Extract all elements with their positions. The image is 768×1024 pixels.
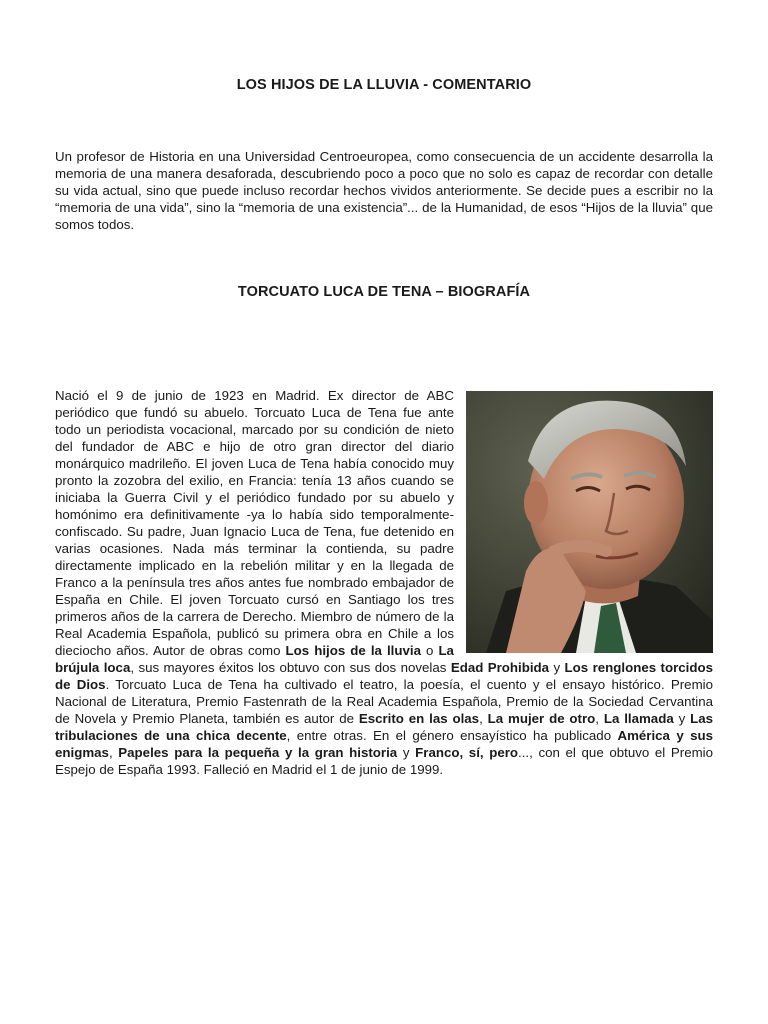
biography-paragraph [55, 387, 713, 778]
book-title: La mujer de otro [487, 711, 596, 726]
book-title: Escrito en las olas [358, 711, 480, 726]
book-title: Papeles para la pequeña y la gran historia [118, 745, 398, 760]
bio-text: Nació el 9 de junio de 1923 en Madrid. Ex director de ABC periódico que fundó su abuelo. Torcuato Luca de Tena fue ante todo un periodista vocacional, marcado por su condición de nieto del fundador de ABC e hijo de otro gran director del diario monárquico madrileño. El joven Luca de Tena había conocido muy pronto la zozobra del exilio, en Francia: tenía 13 años cuando se iniciaba la Guerra Civil y el periódico fundado por su abuelo y homónimo era definitivamente -ya lo había sido temporalmente- confiscado. Su padre, Juan Ignacio Luca de Tena, fue detenido en varias ocasiones. Nada más terminar la contienda, su padre directamente implicado en la rebelión militar y en la llegada de Franco a la península tres años antes fue nombrado embajador de España en Chile. El joven Torcuato cursó en Santiago los tres primeros años de la carrera de Derecho. Miembro de número de la Real Academia Española, publicó su primera obra en Chile a los dieciocho años. Autor de obras como [55, 388, 454, 658]
biography-title: TORCUATO LUCA DE TENA – BIOGRAFÍA [237, 284, 531, 300]
bio-text: , [108, 745, 119, 760]
bio-text: , entre otras. En el género ensayístico ha publicado [286, 728, 618, 743]
book-title: Los renglones torcidos de Dios [55, 660, 713, 692]
book-title: La brújula loca [55, 643, 454, 675]
bio-text: , [595, 711, 604, 726]
comment-title: LOS HIJOS DE LA LLUVIA - COMENTARIO [236, 77, 532, 93]
bio-text: o [420, 643, 439, 658]
bio-text: ..., con el que obtuvo el Premio Espejo de España 1993. Falleció en Madrid el 1 de junio de 1999. [55, 745, 714, 777]
book-title: Las tribulaciones de una chica decente [55, 711, 713, 743]
bio-text: y [549, 660, 565, 675]
comment-paragraph: Un profesor de Historia en una Universidad Centroeuropea, como consecuencia de un accidente desarrolla la memoria de una manera desaforada, descubriendo poco a poco que no solo es capaz de recordar con detalle su vida actual, sino que puede incluso recordar hechos vividos anteriormente. Se decide pues a escribir no la “memoria de una vida”, sino la “memoria de una existencia”... de la Humanidad, de esos “Hijos de la lluvia” que somos todos. [55, 149, 713, 232]
portrait-illustration [466, 391, 713, 653]
book-title: América y sus enigmas [55, 728, 713, 760]
bio-text: , [479, 711, 488, 726]
bio-text: . Torcuato Luca de Tena ha cultivado el teatro, la poesía, el cuento y el ensayo histórico. Premio Nacional de Literatura, Premio Fastenrath de la Real Academia Española, Premio de la Sociedad Cervantina de Novela y Premio Planeta, también es autor de [55, 677, 713, 726]
bio-text: , sus mayores éxitos los obtuvo con sus dos novelas [130, 660, 451, 675]
bio-text: y [397, 745, 416, 760]
bio-text: y [673, 711, 691, 726]
book-title: Los hijos de la lluvia [285, 643, 421, 658]
book-title: La llamada [603, 711, 674, 726]
portrait-photo [466, 391, 713, 653]
book-title: Franco, sí, pero [415, 745, 519, 760]
book-title: Edad Prohibida [450, 660, 550, 675]
